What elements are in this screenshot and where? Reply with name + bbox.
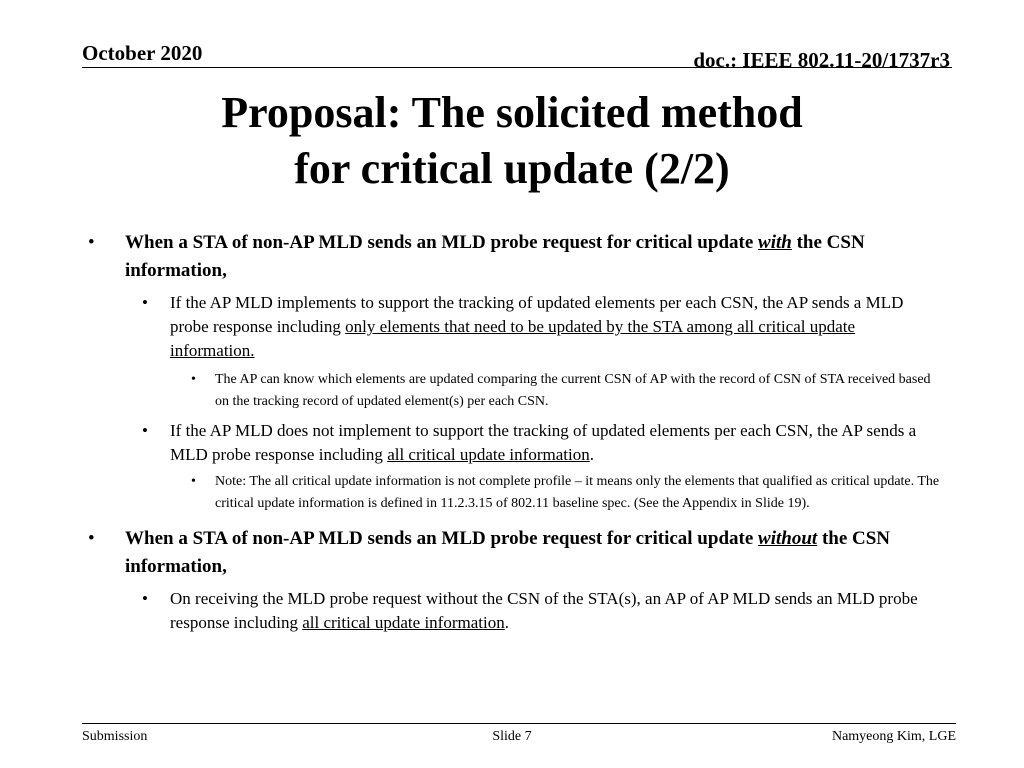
footer-submission: Submission <box>82 729 148 744</box>
footer-author: Namyeong Kim, LGE <box>831 729 956 744</box>
bullet-text: . <box>504 613 509 632</box>
sub-bullet-tracking-not-supported <box>142 419 940 467</box>
bullet-dot-icon: • <box>191 372 196 387</box>
bullet-emphasis: with <box>758 232 792 253</box>
header-doc-number: doc.: IEEE 802.11-20/1737r3 <box>693 48 950 72</box>
footer-slide-number: Slide 7 <box>492 729 532 744</box>
bullet-text: If the AP MLD does not implement to support the tracking of updated elements per each CSN, the AP sends a MLD probe response including <box>170 421 917 464</box>
bullet-dot-icon: • <box>191 474 196 489</box>
slide-title-line-2: for critical update (2/2) <box>294 144 730 193</box>
bullet-text: . <box>589 445 594 464</box>
bullet-text: The AP can know which elements are updated comparing the current CSN of AP with the record of CSN of STA received based on the tracking record of updated element(s) per each CSN. <box>215 372 931 409</box>
bullet-dot-icon: • <box>88 232 95 253</box>
header-divider <box>82 67 952 68</box>
bullet-text: When a STA of non-AP MLD sends an MLD probe request for critical update <box>125 528 759 549</box>
sub-bullet-tracking-supported <box>142 291 940 363</box>
bullet-dot-icon: • <box>142 293 148 312</box>
bullet-without-csn <box>88 525 955 581</box>
slide-title <box>0 85 1024 197</box>
bullet-dot-icon: • <box>142 421 148 440</box>
bullet-underlined-text: all critical update information <box>302 613 505 632</box>
bullet-underlined-text: only elements that need to be updated by the STA among all critical update information. <box>170 317 856 360</box>
bullet-text: the CSN information, <box>125 232 865 281</box>
bullet-text: Note: The all critical update information is not complete profile – it means only the elements that qualified as critical update. The critical update information is defined in 11.2.3.15 of 802.11 baseline spec. (See the Appendix in Slide 19). <box>215 474 940 511</box>
header-date: October 2020 <box>82 41 203 65</box>
bullet-dot-icon: • <box>142 589 148 608</box>
footer-divider <box>82 723 956 724</box>
bullet-text: the CSN information, <box>125 528 891 577</box>
bullet-underlined-text: all critical update information <box>387 445 590 464</box>
slide-body <box>0 229 1024 635</box>
bullet-text: When a STA of non-AP MLD sends an MLD probe request for critical update <box>125 232 759 253</box>
bullet-text: On receiving the MLD probe request without the CSN of the STA(s), an AP of AP MLD sends an MLD probe response including <box>170 589 918 632</box>
sub-sub-bullet-note <box>191 471 945 514</box>
sub-bullet-without-csn-response <box>142 587 940 635</box>
bullet-with-csn <box>88 229 955 285</box>
sub-sub-bullet-csn-comparison <box>191 369 945 412</box>
bullet-dot-icon: • <box>88 528 95 549</box>
bullet-text: If the AP MLD implements to support the tracking of updated elements per each CSN, the AP sends a MLD probe response including <box>170 293 904 336</box>
slide-title-line-1: Proposal: The solicited method <box>221 88 803 137</box>
bullet-emphasis: without <box>758 528 818 549</box>
